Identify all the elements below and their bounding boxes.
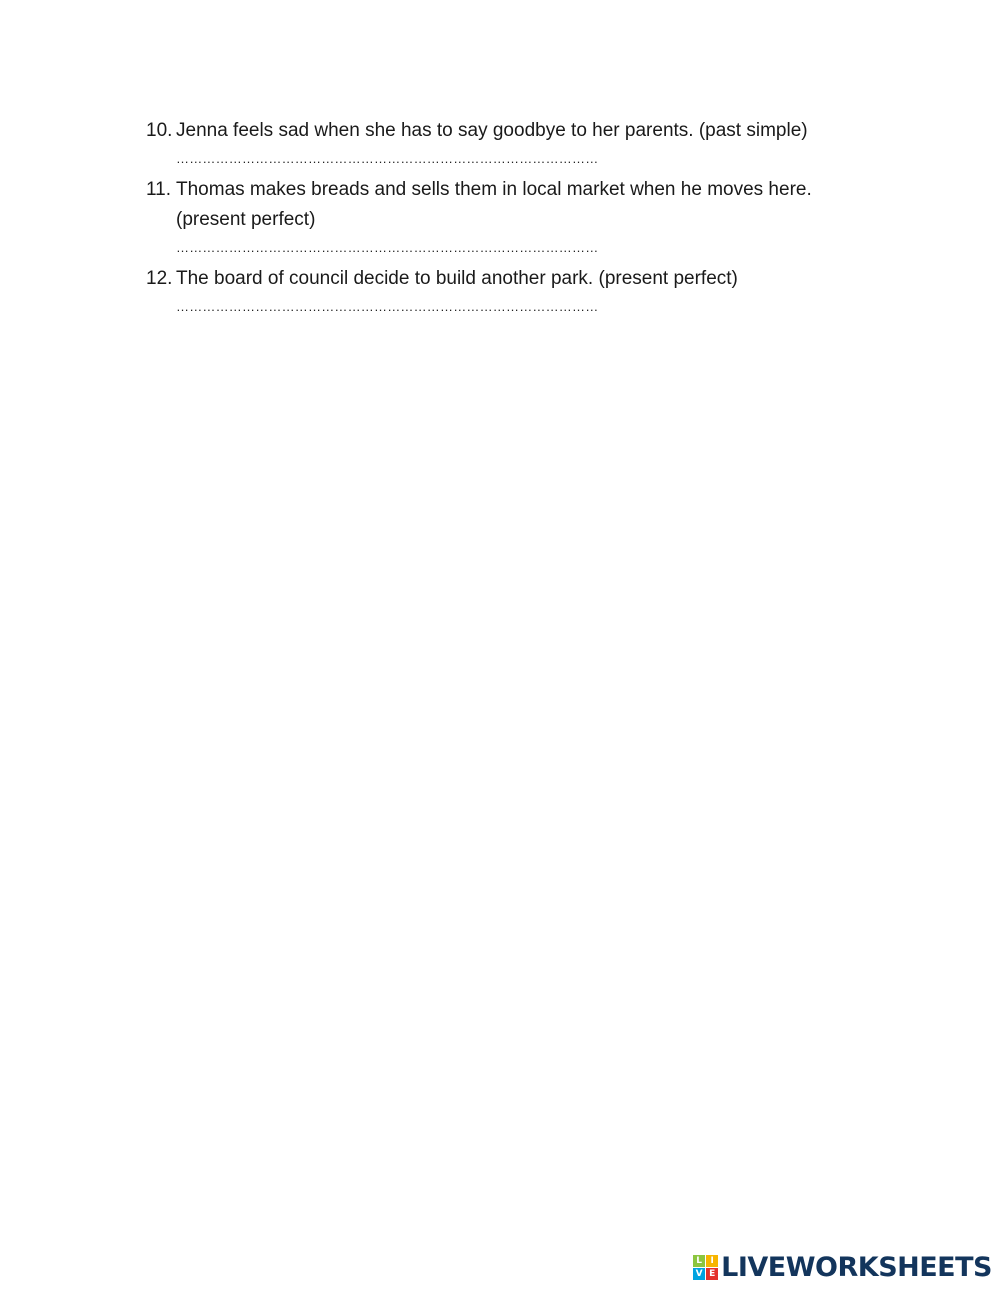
- answer-line[interactable]: ……………………………………………………………………………………: [176, 240, 599, 255]
- question-10: [146, 116, 846, 172]
- logo-letter-l: L: [693, 1255, 705, 1267]
- question-11: [146, 175, 846, 261]
- question-number: 12.: [146, 268, 173, 289]
- logo-letter-v: V: [693, 1268, 705, 1280]
- brand-name: LIVEWORKSHEETS: [721, 1251, 992, 1283]
- question-text: Thomas makes breads and sells them in local market when he moves here.: [176, 179, 812, 200]
- question-number: 11.: [146, 179, 172, 200]
- liveworksheets-logo: [693, 1249, 992, 1285]
- answer-line[interactable]: ……………………………………………………………………………………: [176, 299, 599, 314]
- question-12: [146, 264, 846, 320]
- question-text: The board of council decide to build another park. (present perfect): [176, 268, 738, 289]
- live-logo-icon: [693, 1255, 718, 1280]
- answer-line[interactable]: ……………………………………………………………………………………: [176, 151, 599, 166]
- logo-letter-e: E: [706, 1268, 718, 1280]
- question-text-continuation: (present perfect): [176, 209, 316, 230]
- question-number: 10.: [146, 120, 173, 141]
- question-text: Jenna feels sad when she has to say goodbye to her parents. (past simple): [176, 120, 808, 141]
- logo-letter-i: I: [706, 1255, 718, 1267]
